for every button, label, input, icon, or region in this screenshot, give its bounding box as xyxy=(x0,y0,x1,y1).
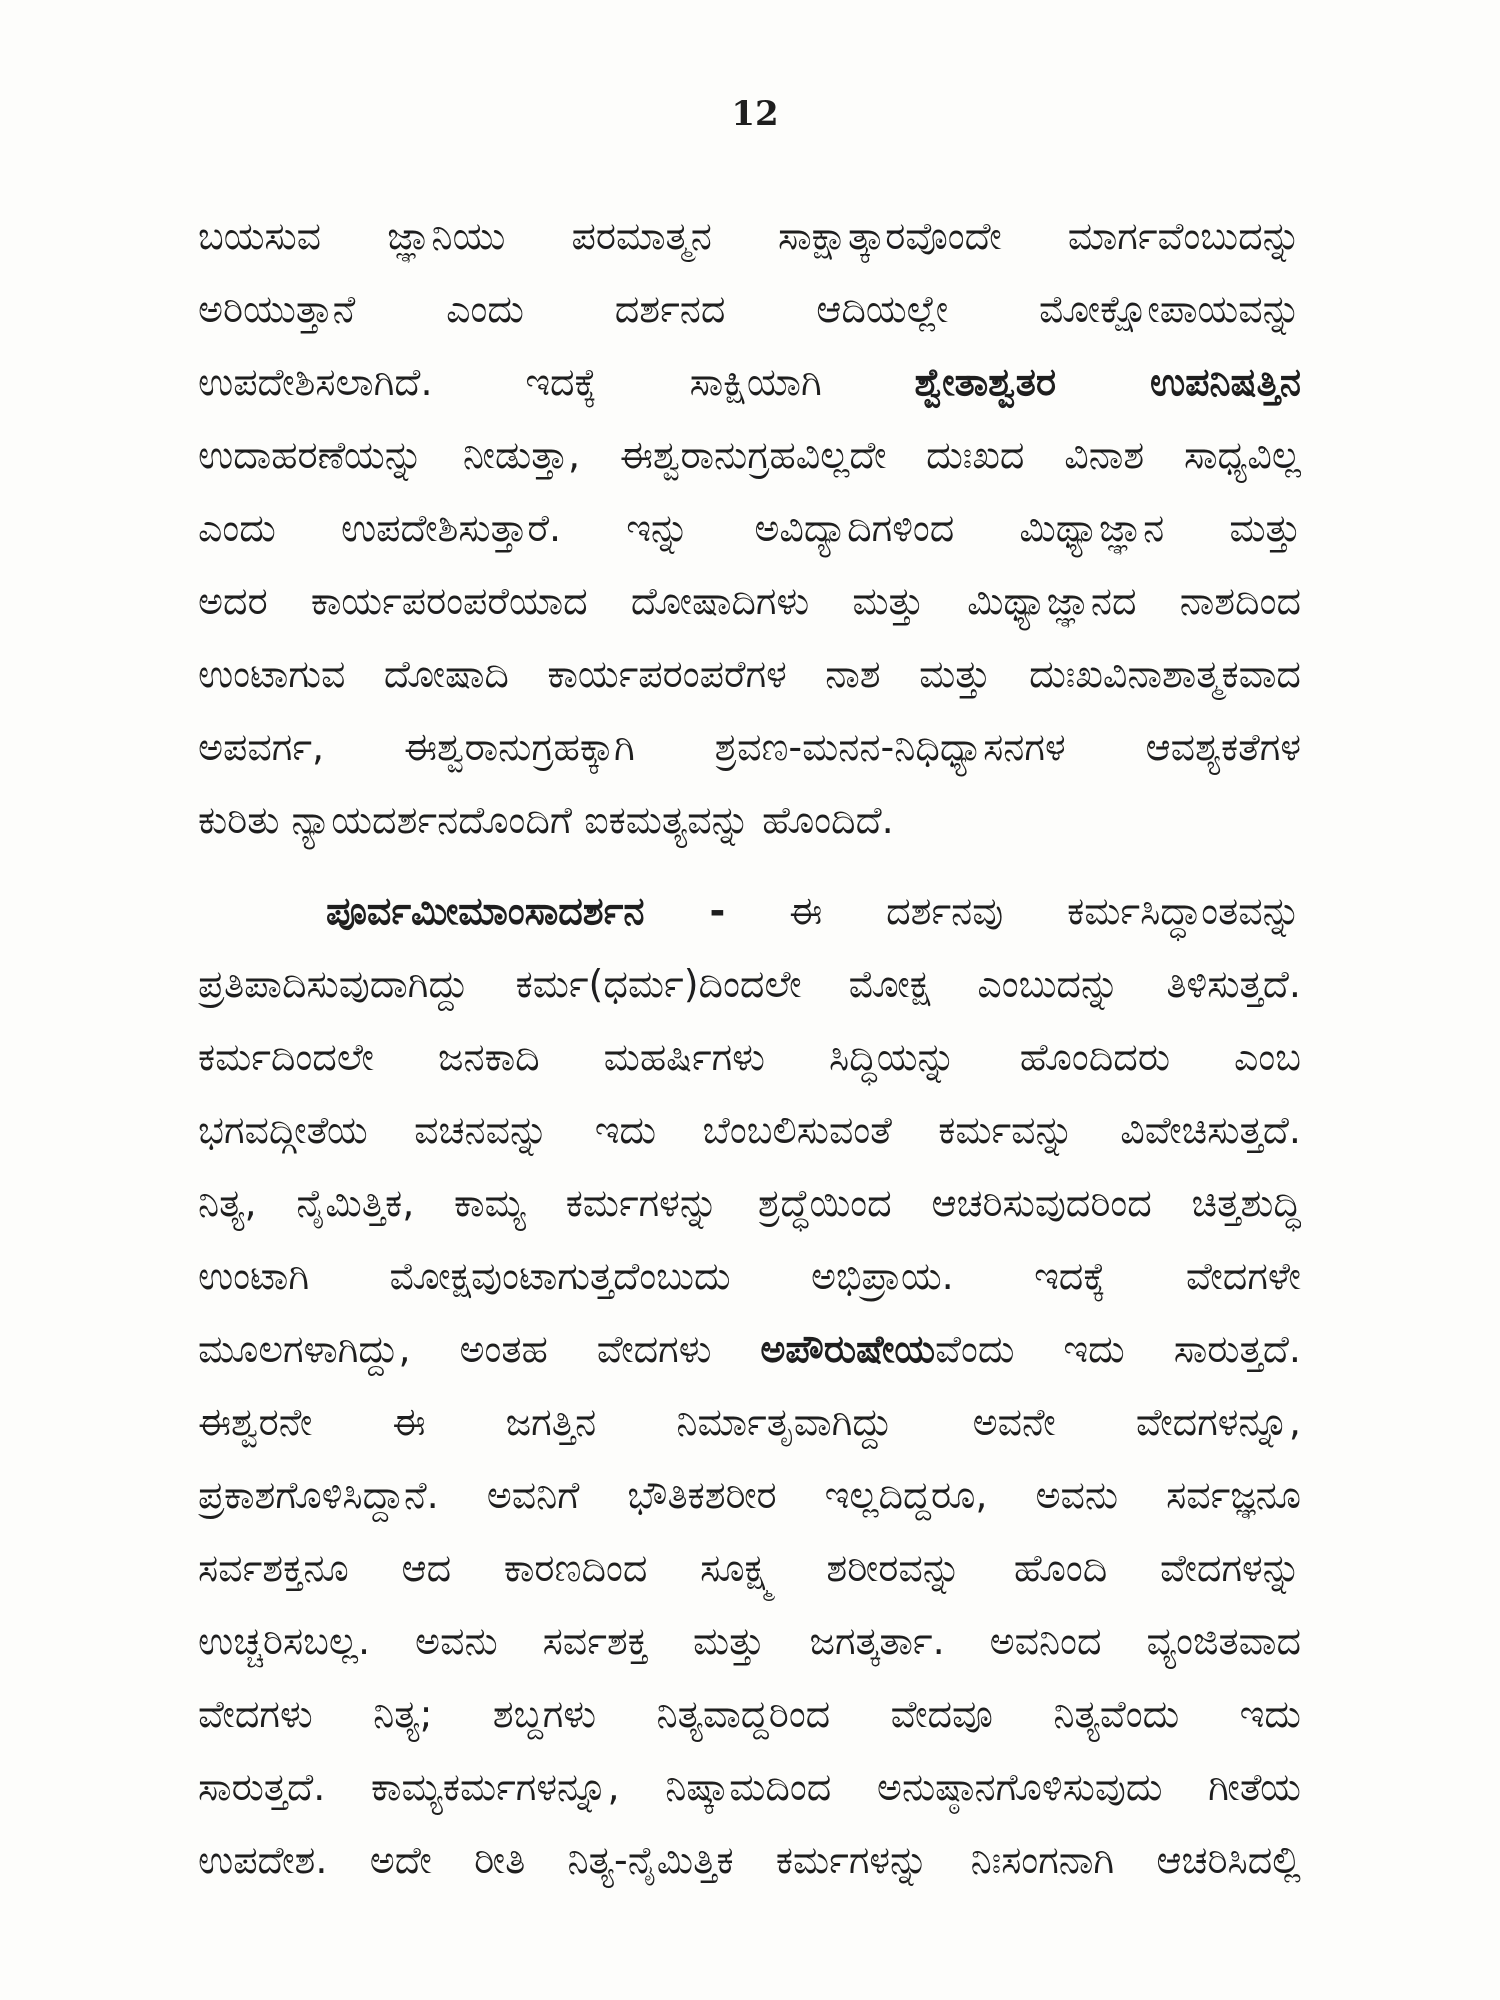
text-line: ನಿತ್ಯ, ನೈಮಿತ್ತಿಕ, ಕಾಮ್ಯ ಕರ್ಮಗಳನ್ನು ಶ್ರದ್ಧೆಯಿಂದ ಆಚರಿಸುವುದರಿಂದ ಚಿತ್ತಶುದ್ಧಿ xyxy=(198,1181,1301,1225)
page-number: 12 xyxy=(731,94,779,134)
bold-term: ಶ್ವೇತಾಶ್ವತರ ಉಪನಿಷತ್ತಿನ xyxy=(914,360,1301,404)
bold-term: ಅಪೌರುಷೇಯ xyxy=(760,1327,936,1371)
text-line: ಪ್ರತಿಪಾದಿಸುವುದಾಗಿದ್ದು ಕರ್ಮ(ಧರ್ಮ)ದಿಂದಲೇ ಮೋಕ್ಷ ಎಂಬುದನ್ನು ತಿಳಿಸುತ್ತದೆ. xyxy=(198,962,1301,1006)
text-line: ಸರ್ವಶಕ್ತನೂ ಆದ ಕಾರಣದಿಂದ ಸೂಕ್ಷ್ಮ ಶರೀರವನ್ನು ಹೊಂದಿ ವೇದಗಳನ್ನು xyxy=(198,1546,1301,1590)
text-line: ವೇದಗಳು ನಿತ್ಯ; ಶಬ್ದಗಳು ನಿತ್ಯವಾದ್ದರಿಂದ ವೇದವೂ ನಿತ್ಯವೆಂದು ಇದು xyxy=(198,1692,1301,1736)
paragraph-2 xyxy=(198,875,1301,1897)
text-line: ಅದರ ಕಾರ್ಯಪರಂಪರೆಯಾದ ದೋಷಾದಿಗಳು ಮತ್ತು ಮಿಥ್ಯಾಜ್ಞಾನದ ನಾಶದಿಂದ xyxy=(198,579,1301,623)
text-line: ಸಾರುತ್ತದೆ. ಕಾಮ್ಯಕರ್ಮಗಳನ್ನೂ, ನಿಷ್ಕಾಮದಿಂದ ಅನುಷ್ಠಾನಗೊಳಿಸುವುದು ಗೀತೆಯ xyxy=(198,1765,1301,1809)
section-heading: ಪೂರ್ವಮೀಮಾಂಸಾದರ್ಶನ - xyxy=(326,889,726,933)
text-line: ಈಶ್ವರನೇ ಈ ಜಗತ್ತಿನ ನಿರ್ಮಾತೃವಾಗಿದ್ದು ಅವನೇ ವೇದಗಳನ್ನೂ, xyxy=(198,1400,1301,1444)
line-text: ಈ ದರ್ಶನವು ಕರ್ಮಸಿದ್ಧಾಂತವನ್ನು xyxy=(725,889,1301,933)
text-line xyxy=(198,875,1301,948)
text-line: ಉಂಟಾಗಿ ಮೋಕ್ಷವುಂಟಾಗುತ್ತದೆಂಬುದು ಅಭಿಪ್ರಾಯ. ಇದಕ್ಕೆ ವೇದಗಳೇ xyxy=(198,1254,1301,1298)
line-text: ವೆಂದು ಇದು ಸಾರುತ್ತದೆ. xyxy=(935,1327,1301,1371)
text-line: ಎಂದು ಉಪದೇಶಿಸುತ್ತಾರೆ. ಇನ್ನು ಅವಿದ್ಯಾದಿಗಳಿಂದ ಮಿಥ್ಯಾಜ್ಞಾನ ಮತ್ತು xyxy=(198,506,1301,550)
text-line: ಕುರಿತು ನ್ಯಾಯದರ್ಶನದೊಂದಿಗೆ ಐಕಮತ್ಯವನ್ನು ಹೊಂದಿದೆ. xyxy=(198,798,894,842)
text-line: ಭಗವದ್ಗೀತೆಯ ವಚನವನ್ನು ಇದು ಬೆಂಬಲಿಸುವಂತೆ ಕರ್ಮವನ್ನು ವಿವೇಚಿಸುತ್ತದೆ. xyxy=(198,1108,1301,1152)
text-line: ಅಪವರ್ಗ, ಈಶ್ವರಾನುಗ್ರಹಕ್ಕಾಗಿ ಶ್ರವಣ-ಮನನ-ನಿಧಿಧ್ಯಾಸನಗಳ ಆವಶ್ಯಕತೆಗಳ xyxy=(198,725,1301,769)
text-line: ಬಯಸುವ ಜ್ಞಾನಿಯು ಪರಮಾತ್ಮನ ಸಾಕ್ಷಾತ್ಕಾರವೊಂದೇ ಮಾರ್ಗವೆಂಬುದನ್ನು xyxy=(198,214,1301,258)
paragraph-1 xyxy=(198,200,1301,857)
text-line xyxy=(198,346,1301,419)
text-line xyxy=(198,1313,1301,1386)
text-line: ಉಂಟಾಗುವ ದೋಷಾದಿ ಕಾರ್ಯಪರಂಪರೆಗಳ ನಾಶ ಮತ್ತು ದುಃಖವಿನಾಶಾತ್ಮಕವಾದ xyxy=(198,652,1301,696)
line-text: ಮೂಲಗಳಾಗಿದ್ದು, ಅಂತಹ ವೇದಗಳು xyxy=(198,1327,761,1371)
text-line: ಅರಿಯುತ್ತಾನೆ ಎಂದು ದರ್ಶನದ ಆದಿಯಲ್ಲೇ ಮೋಕ್ಷೋಪಾಯವನ್ನು xyxy=(198,287,1301,331)
text-line: ಪ್ರಕಾಶಗೊಳಿಸಿದ್ದಾನೆ. ಅವನಿಗೆ ಭೌತಿಕಶರೀರ ಇಲ್ಲದಿದ್ದರೂ, ಅವನು ಸರ್ವಜ್ಞನೂ xyxy=(198,1473,1301,1517)
text-line: ಉಪದೇಶ. ಅದೇ ರೀತಿ ನಿತ್ಯ-ನೈಮಿತ್ತಿಕ ಕರ್ಮಗಳನ್ನು ನಿಃಸಂಗನಾಗಿ ಆಚರಿಸಿದಲ್ಲಿ xyxy=(198,1838,1301,1882)
text-body xyxy=(198,200,1301,1897)
text-line: ಕರ್ಮದಿಂದಲೇ ಜನಕಾದಿ ಮಹರ್ಷಿಗಳು ಸಿದ್ಧಿಯನ್ನು ಹೊಂದಿದರು ಎಂಬ xyxy=(198,1035,1301,1079)
text-line: ಉದಾಹರಣೆಯನ್ನು ನೀಡುತ್ತಾ, ಈಶ್ವರಾನುಗ್ರಹವಿಲ್ಲದೇ ದುಃಖದ ವಿನಾಶ ಸಾಧ್ಯವಿಲ್ಲ xyxy=(198,433,1301,477)
line-text: ಉಪದೇಶಿಸಲಾಗಿದೆ. ಇದಕ್ಕೆ ಸಾಕ್ಷಿಯಾಗಿ xyxy=(198,360,915,404)
text-line: ಉಚ್ಚರಿಸಬಲ್ಲ. ಅವನು ಸರ್ವಶಕ್ತ ಮತ್ತು ಜಗತ್ಕರ್ತಾ. ಅವನಿಂದ ವ್ಯಂಜಿತವಾದ xyxy=(198,1619,1301,1663)
